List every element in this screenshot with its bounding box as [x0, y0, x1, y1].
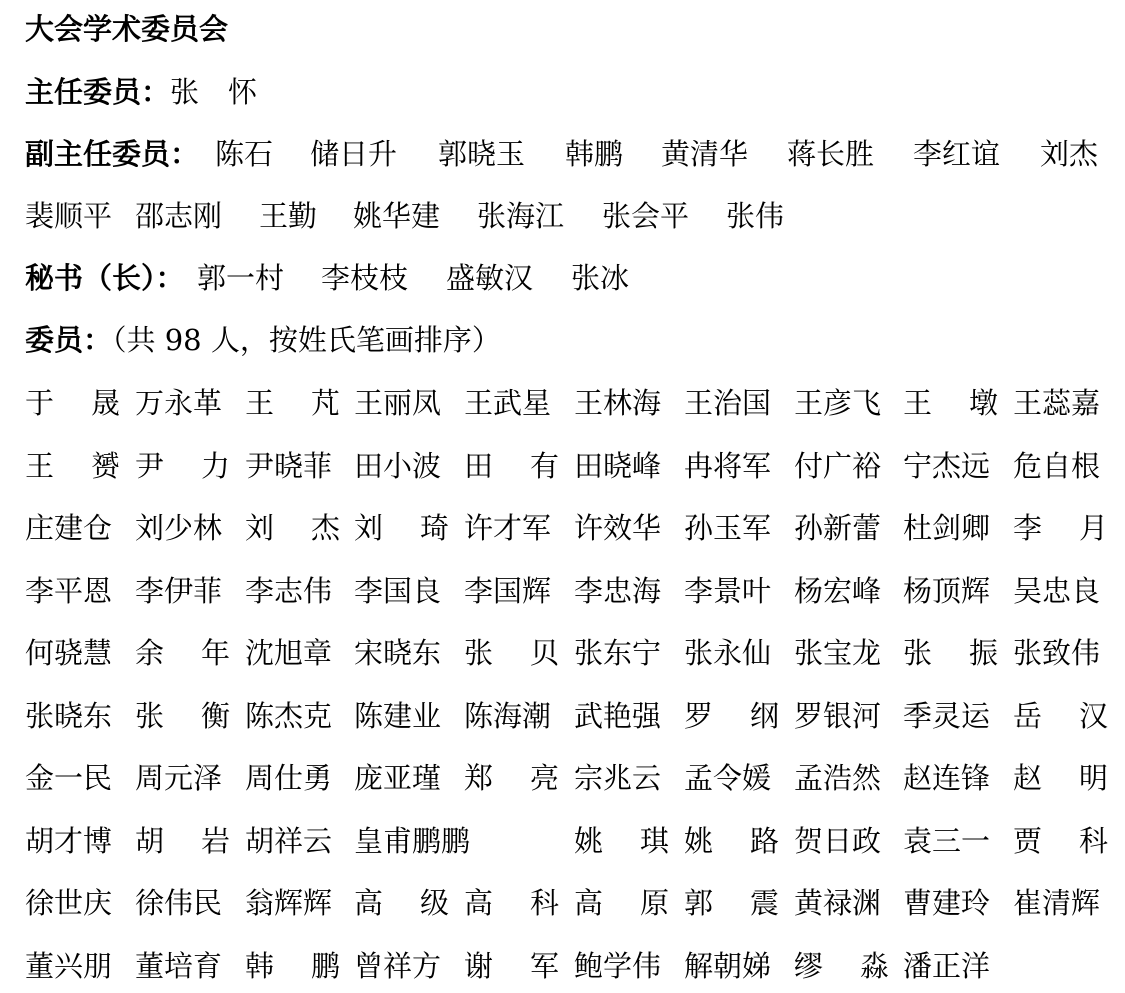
vice-chair-name: 王勤 [259, 199, 318, 233]
member-name: 缪 淼 [794, 949, 889, 983]
member-name: 曾祥方 [354, 949, 442, 983]
vice-chair-name: 蒋长胜 [787, 137, 875, 171]
member-name: 何骁慧 [25, 636, 113, 670]
member-name: 董兴朋 [25, 949, 113, 983]
members-row [25, 883, 1105, 923]
member-name: 吴忠良 [1013, 574, 1101, 608]
members-row [25, 758, 1108, 798]
member-name: 陈杰克 [245, 699, 333, 733]
members-row [25, 571, 1105, 611]
member-name: 皇甫鹏鹏 [354, 824, 471, 858]
secretary-name: 张冰 [571, 261, 630, 295]
member-name: 郭 震 [684, 886, 779, 920]
member-name: 徐伟民 [135, 886, 223, 920]
member-name: 张晓东 [25, 699, 113, 733]
member-name: 张东宁 [574, 636, 662, 670]
member-name: 崔清辉 [1013, 886, 1101, 920]
member-name: 宋晓东 [354, 636, 442, 670]
member-name: 刘少林 [135, 511, 223, 545]
member-name: 王林海 [574, 386, 662, 420]
members-note: （共 98 人，按姓氏笔画排序） [112, 323, 501, 357]
member-name: 尹 力 [135, 449, 230, 483]
member-name: 孟令媛 [684, 761, 772, 795]
member-name: 李 月 [1013, 511, 1108, 545]
secretary-name: 李枝枝 [321, 261, 409, 295]
member-name: 袁三一 [903, 824, 991, 858]
member-name: 贾 科 [1013, 824, 1108, 858]
members-row [25, 446, 1105, 486]
secretaries-label: 秘书（长）： [25, 261, 185, 295]
member-name: 张永仙 [684, 636, 772, 670]
vice-chair-name: 张伟 [726, 199, 785, 233]
member-name: 韩 鹏 [245, 949, 340, 983]
member-name: 潘正洋 [903, 949, 991, 983]
member-name: 田 有 [464, 449, 559, 483]
member-name: 万永革 [135, 386, 223, 420]
member-name: 郑 亮 [464, 761, 559, 795]
vice-chair-name: 张海江 [477, 199, 565, 233]
members-row [25, 633, 1105, 673]
chair-name: 张 怀 [170, 75, 258, 109]
member-name: 庞亚瑾 [354, 761, 442, 795]
member-name: 周元泽 [135, 761, 223, 795]
member-name: 赵连锋 [903, 761, 991, 795]
member-name: 田晓峰 [574, 449, 662, 483]
members-label: 委员： [25, 323, 113, 357]
member-name: 尹晓菲 [245, 449, 333, 483]
member-name: 孟浩然 [794, 761, 882, 795]
member-name: 杨顶辉 [903, 574, 991, 608]
members-row [25, 508, 1108, 548]
vice-chair-name: 刘杰 [1040, 137, 1099, 171]
vice-chair-name: 黄清华 [661, 137, 749, 171]
member-name: 胡 岩 [135, 824, 230, 858]
member-name: 孙玉军 [684, 511, 772, 545]
member-name: 高 科 [464, 886, 559, 920]
member-name: 于 晟 [25, 386, 120, 420]
member-name: 宗兆云 [574, 761, 662, 795]
members-row [25, 383, 1105, 423]
member-name: 董培育 [135, 949, 223, 983]
vice-chair-name: 储日升 [310, 137, 398, 171]
members-row [25, 696, 1108, 736]
member-name: 高 原 [574, 886, 669, 920]
members-row [25, 946, 1105, 986]
member-name: 李伊菲 [135, 574, 223, 608]
member-name: 季灵运 [903, 699, 991, 733]
chair-label: 主任委员： [25, 75, 171, 109]
member-name: 姚 路 [684, 824, 779, 858]
members-header [25, 320, 501, 360]
member-name: 李志伟 [245, 574, 333, 608]
member-name: 高 级 [354, 886, 449, 920]
vice-chair-name: 张会平 [602, 199, 690, 233]
chair-line [25, 72, 257, 112]
member-name: 罗银河 [794, 699, 882, 733]
member-name: 赵 明 [1013, 761, 1108, 795]
member-name: 贺日政 [794, 824, 882, 858]
vice-chair-name: 陈石 [215, 137, 274, 171]
vice-chair-name: 韩鹏 [565, 137, 624, 171]
member-name: 王治国 [684, 386, 772, 420]
member-name: 金一民 [25, 761, 113, 795]
member-name: 王 赟 [25, 449, 120, 483]
member-name: 张 衡 [135, 699, 230, 733]
member-name: 冉将军 [684, 449, 772, 483]
member-name: 刘 杰 [245, 511, 340, 545]
member-name: 孙新蕾 [794, 511, 882, 545]
member-name: 杨宏峰 [794, 574, 882, 608]
member-name: 庄建仓 [25, 511, 113, 545]
member-name: 周仕勇 [245, 761, 333, 795]
member-name: 张宝龙 [794, 636, 882, 670]
member-name: 许效华 [574, 511, 662, 545]
vice-chairs-label: 副主任委员： [25, 137, 200, 171]
vice-chairs-line-1 [25, 134, 1099, 174]
member-name: 田小波 [354, 449, 442, 483]
member-name: 许才军 [464, 511, 552, 545]
member-name: 鲍学伟 [574, 949, 662, 983]
vice-chair-name: 邵志刚 [135, 199, 223, 233]
member-name: 徐世庆 [25, 886, 113, 920]
member-name: 谢 军 [464, 949, 559, 983]
member-name: 王 芃 [245, 386, 340, 420]
member-name: 胡才博 [25, 824, 113, 858]
member-name: 张 振 [903, 636, 998, 670]
member-name: 王丽凤 [354, 386, 442, 420]
member-name: 李国辉 [464, 574, 552, 608]
member-name: 王彦飞 [794, 386, 882, 420]
member-name: 沈旭章 [245, 636, 333, 670]
member-name: 黄禄渊 [794, 886, 882, 920]
member-name: 胡祥云 [245, 824, 333, 858]
member-name: 张致伟 [1013, 636, 1101, 670]
member-name: 宁杰远 [903, 449, 991, 483]
member-name: 付广裕 [794, 449, 882, 483]
vice-chair-name: 裴顺平 [25, 199, 113, 233]
members-row [25, 821, 1108, 861]
member-name: 李景叶 [684, 574, 772, 608]
member-name: 王蕊嘉 [1013, 386, 1101, 420]
member-name: 曹建玲 [903, 886, 991, 920]
vice-chair-name: 李红谊 [913, 137, 1001, 171]
member-name: 陈建业 [354, 699, 442, 733]
member-name: 翁辉辉 [245, 886, 333, 920]
member-name: 杜剑卿 [903, 511, 991, 545]
member-name: 刘 琦 [354, 511, 449, 545]
member-name: 王 墩 [903, 386, 998, 420]
secretary-name: 盛敏汉 [446, 261, 534, 295]
member-name: 李平恩 [25, 574, 113, 608]
member-name: 王武星 [464, 386, 552, 420]
member-name: 危自根 [1013, 449, 1101, 483]
committee-heading: 大会学术委员会 [25, 12, 229, 46]
member-name: 姚 琪 [574, 824, 669, 858]
member-name: 陈海潮 [464, 699, 552, 733]
member-name: 张 贝 [464, 636, 559, 670]
member-name: 李忠海 [574, 574, 662, 608]
vice-chair-name: 郭晓玉 [438, 137, 526, 171]
member-name: 李国良 [354, 574, 442, 608]
member-name: 余 年 [135, 636, 230, 670]
member-name: 解朝娣 [684, 949, 772, 983]
secretaries-line [25, 258, 630, 298]
member-name: 岳 汉 [1013, 699, 1108, 733]
member-name: 武艳强 [574, 699, 662, 733]
secretary-name: 郭一村 [197, 261, 285, 295]
vice-chair-name: 姚华建 [353, 199, 441, 233]
member-name: 罗 纲 [684, 699, 779, 733]
